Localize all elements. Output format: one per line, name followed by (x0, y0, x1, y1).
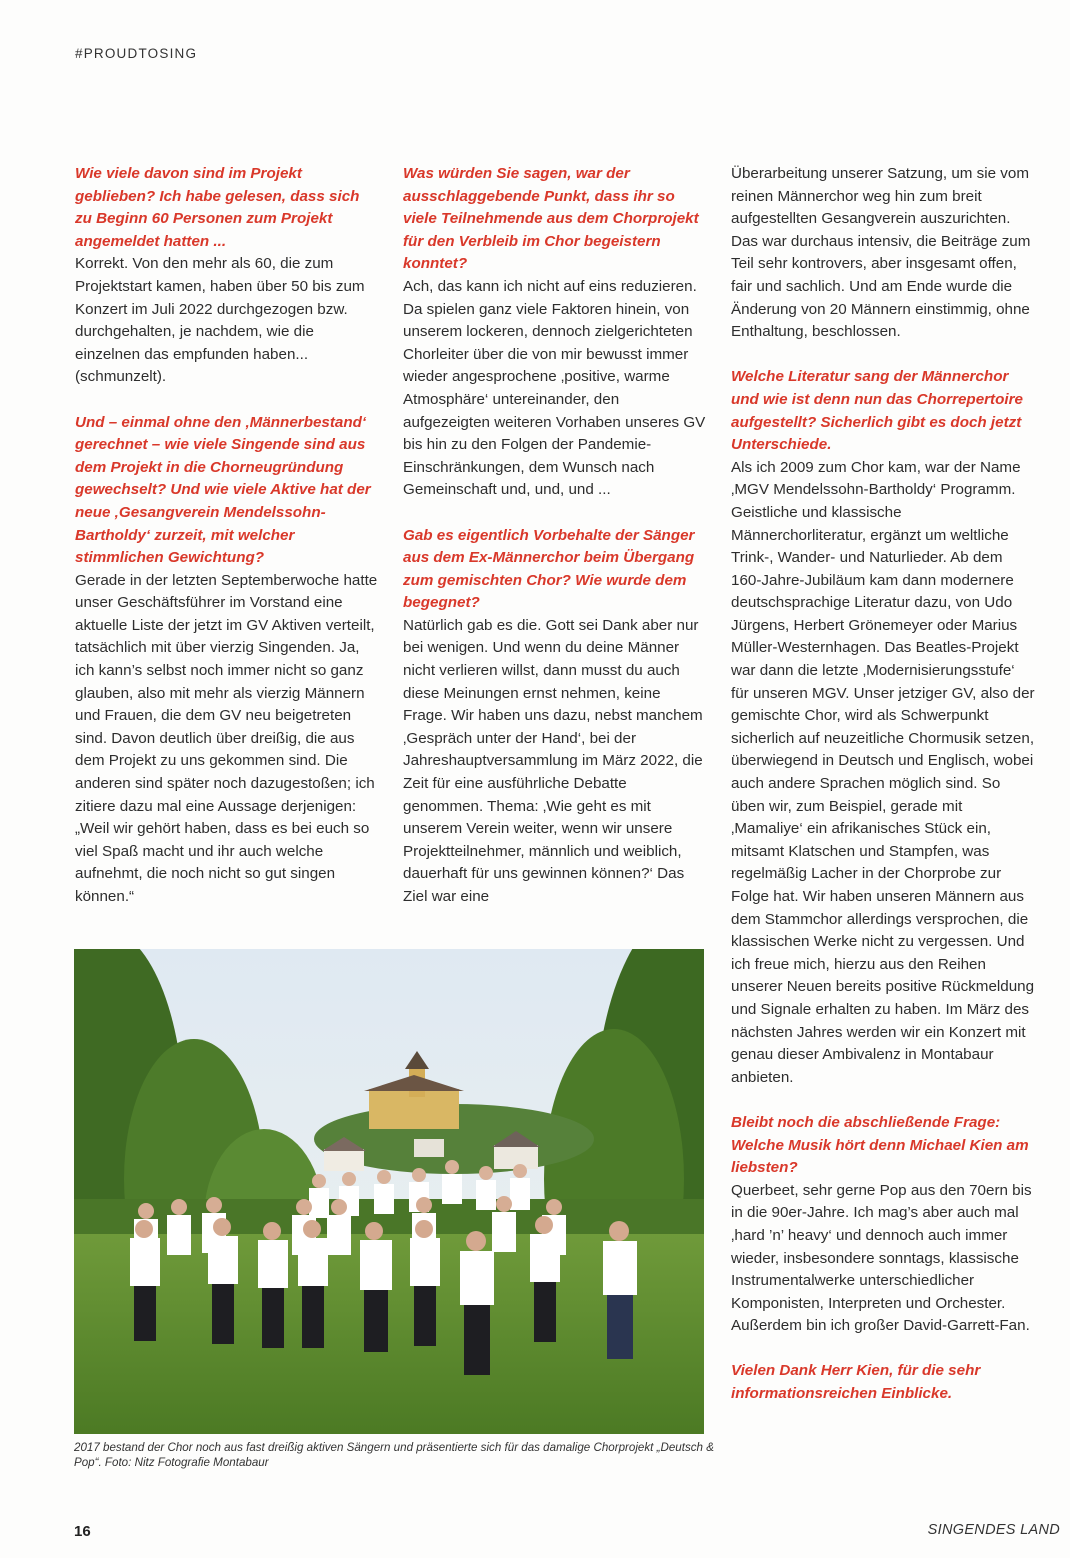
interview-question: Welche Literatur sang der Männerchor und wie ist denn nun das Chorrepertoire aufgestellt? Sicherlich gibt es doch jetzt Unterschiede. (731, 368, 1023, 454)
paragraph-gap (731, 344, 1036, 367)
paragraph-gap (403, 502, 708, 525)
interview-question: Gab es eigentlich Vorbehalte der Sänger aus dem Ex-Männerchor beim Übergang zum gemischten Chor? Wie wurde dem begegnet? (403, 526, 695, 612)
text-column-1 (75, 163, 380, 909)
interview-question: Wie viele davon sind im Projekt geblieben? Ich habe gelesen, dass sich zu Beginn 60 Personen zum Projekt angemeldet hatten ... (75, 165, 360, 250)
interview-answer: Gerade in der letzten Septemberwoche hatte unser Geschäftsführer im Vorstand eine aktuelle Liste der jetzt im GV Aktiven verteilt, tatsächlich mit über vierzig Singenden. Ja, ich kann’s selbst noch immer nicht so ganz glauben, also mit mehr als vierzig Männern und Frauen, die dem GV neu beigetreten sind. Davon deutlich über dreißig, die aus dem Projekt zu uns gekommen sind. Die anderen sind später noch dazugestoßen; ich zitiere dazu mal eine Aussage derjenigen: „Weil wir gehört haben, dass es bei euch so viel Spaß macht und ihr auch welche aufnehmt, die noch nicht so gut singen können.“ (75, 571, 378, 905)
choir-photo (74, 949, 704, 1434)
interview-answer: Als ich 2009 zum Chor kam, war der Name ‚MGV Mendelssohn-Bartholdy‘ Programm. Geistliche und klassische Männerchorliteratur, ergänzt um weltliche Trink-, Wander- und Naturlieder. Ab dem 160-Jahre-Jubiläum kam dann modernere deutschsprachige Literatur dazu, von Udo Jürgens, Herbert Grönemeyer oder Marius Müller-Westernhagen. Das Beatles-Projekt war dann die letzte ‚Modernisierungsstufe‘ für unseren MGV. Unser jetziger GV, also der gemischte Chor, wird als Schwerpunkt sicherlich auf neuzeitliche Chormusik setzen, überwiegend in Deutsch und Englisch, wobei auch andere Sprachen möglich sind. So üben wir, zum Beispiel, gerade mit ‚Mamaliye‘ ein afrikanisches Stück ein, mitsamt Klatschen und Stampfen, was regelmäßig Lacher in der Chorprobe zur Folge hat. Wir haben unseren Männern aus dem Stammchor allerdings versprochen, die klassischen Werke nicht zu vergessen. Und ich freue mich, hierzu aus den Reihen unserer Neuen bereits positive Rückmeldung und Signale erhalten zu haben. Im März des nächsten Jahres werden wir ein Konzert mit genau dieser Ambivalenz in Montabaur anbieten. (731, 458, 1035, 1086)
interview-answer: Korrekt. Von den mehr als 60, die zum Projektstart kamen, haben über 50 bis zum Konzert im Juli 2022 durchgezogen bzw. durchgehalten, je nachdem, wie die einzelnen das empfunden haben... (schmunzelt). (75, 255, 365, 386)
interview-answer: Überarbeitung unserer Satzung, um sie vom reinen Männerchor weg hin zum breit aufgestellten Gesangverein auszurichten. Das war durchaus intensiv, die Beiträge zum Teil sehr kontrovers, aber insgesamt offen, fair und sachlich. Und am Ende wurde die Änderung von 20 Männern einstimmig, ohne Enthaltung, beschlossen. (731, 165, 1031, 341)
interview-answer: Querbeet, sehr gerne Pop aus den 70ern bis in die 90er-Jahre. Ich mag’s aber auch mal ‚hard ’n’ heavy‘ und dennoch auch immer wieder, insbesondere sonntags, klassische Instrumentalwerke unterschiedlicher Komponisten, Interpreten und Orchester. Außerdem bin ich großer David-Garrett-Fan. (731, 1181, 1032, 1335)
interview-question: Vielen Dank Herr Kien, für die sehr informationsreichen Einblicke. (731, 1362, 981, 1403)
interview-answer: Ach, das kann ich nicht auf eins reduzieren. Da spielen ganz viele Faktoren hinein, von unserem lockeren, dennoch zielgerichteten Chorleiter über die von mir bewusst immer wieder angesprochene ‚positive, warme Atmosphäre‘ untereinander, den aufgezeigten weiteren Vorhaben unseres GV bis hin zu den Folgen der Pandemie-Einschränkungen, dem Wunsch nach Gemeinschaft und, und, und ... (403, 277, 706, 499)
page-number: 16 (74, 1523, 91, 1540)
interview-question: Was würden Sie sagen, war der ausschlaggebende Punkt, dass ihr so viele Teilnehmende aus dem Chorprojekt für den Verbleib im Chor begeistern konntet? (403, 165, 699, 273)
magazine-name: SINGENDES LAND (927, 1522, 1060, 1538)
interview-question: Bleibt noch die abschließende Frage: Welche Musik hört denn Michael Kien am liebsten? (731, 1113, 1029, 1177)
interview-question: Und – einmal ohne den ‚Männerbestand‘ gerechnet – wie viele Singende sind aus dem Projekt in die Chorneugründung gewechselt? Und wie viele Aktive hat der neue ‚Gesangverein Mendelssohn-Bartholdy‘ zurzeit, mit welcher stimmlichen Gewichtung? (75, 413, 371, 567)
paragraph-gap (731, 1089, 1036, 1112)
paragraph-gap (731, 1338, 1036, 1361)
text-column-3 (731, 163, 1036, 1406)
paragraph-gap (75, 389, 380, 412)
photo-caption: 2017 bestand der Chor noch aus fast dreißig aktiven Sängern und präsentierte sich für das damalige Chorprojekt „Deutsch & Pop“. Foto: Nitz Fotografie Montabaur (74, 1441, 714, 1469)
interview-answer: Natürlich gab es die. Gott sei Dank aber nur bei wenigen. Und wenn du deine Männer nicht verlieren willst, dann musst du auch diese Meinungen ernst nehmen, keine Frage. Wir haben uns dazu, nebst manchem ‚Gespräch unter der Hand‘, bei der Jahreshauptversammlung im März 2022, die Zeit für eine ausführliche Debatte genommen. Thema: ‚Wie geht es mit unserem Verein weiter, wenn wir unsere Projektteilnehmer, männlich und weiblich, dauerhaft für uns gewinnen können?‘ Das Ziel war eine (403, 616, 703, 905)
choir-photo-image (74, 949, 704, 1434)
text-column-2 (403, 163, 708, 909)
header-tag: #PROUDTOSING (75, 46, 198, 61)
